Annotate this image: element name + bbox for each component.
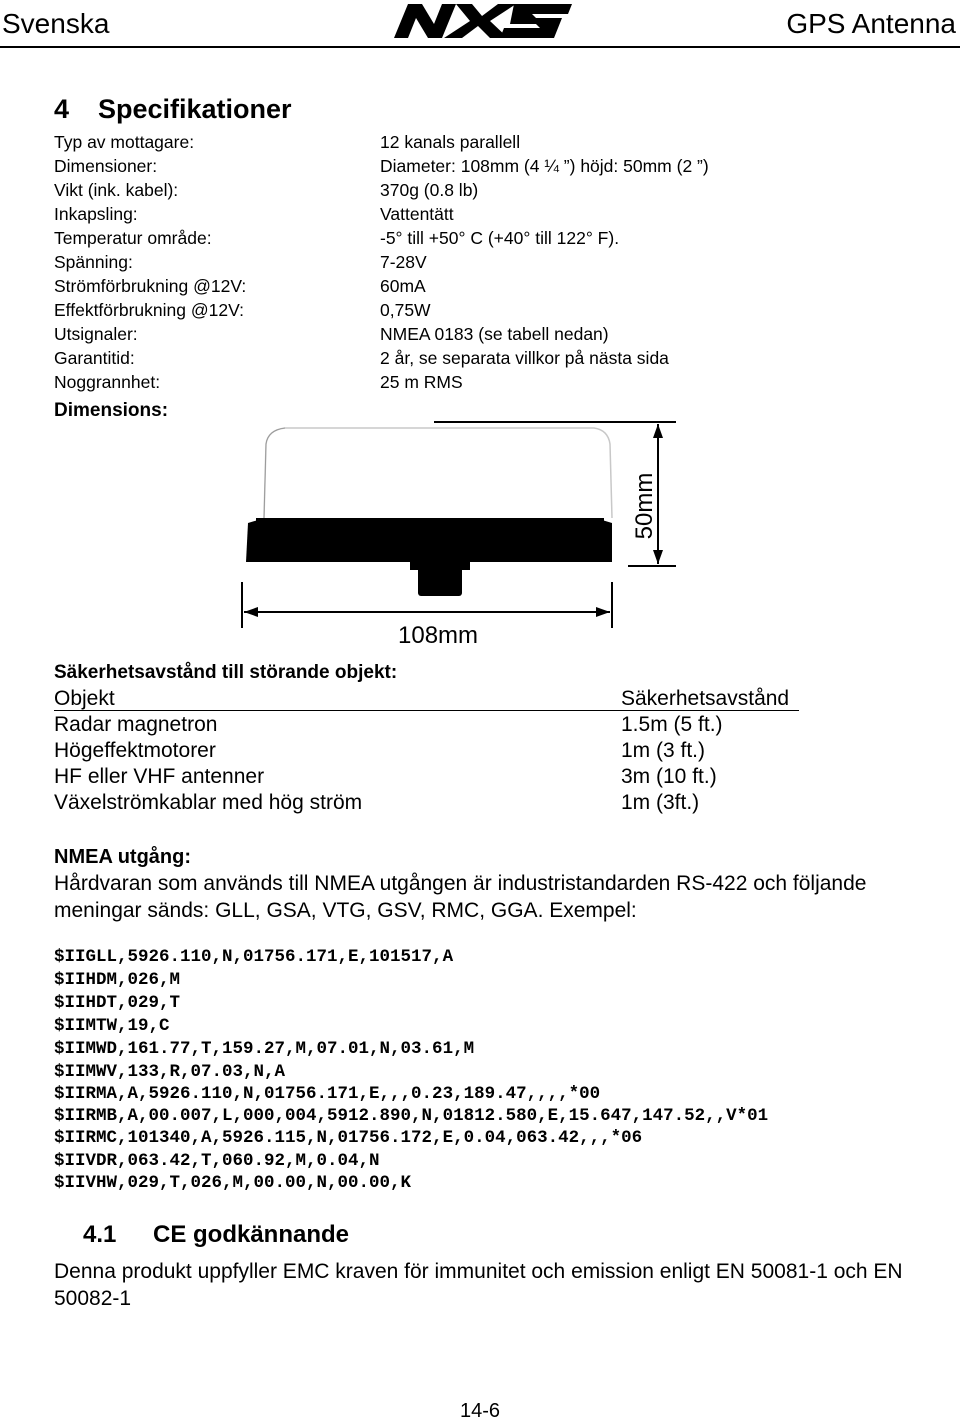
spec-row bbox=[54, 228, 914, 252]
page-number: 14-6 bbox=[459, 1400, 501, 1422]
ce-heading bbox=[83, 1221, 349, 1249]
nmea-sentence: $IIMTW,19,C bbox=[54, 1016, 170, 1036]
header-divider bbox=[0, 46, 960, 48]
spec-row bbox=[54, 276, 914, 300]
spec-row bbox=[54, 132, 914, 156]
nmea-sentence: $IIGLL,5926.110,N,01756.171,E,101517,A bbox=[54, 947, 454, 967]
nmea-heading: NMEA utgång: bbox=[54, 846, 192, 868]
spec-row bbox=[54, 180, 914, 204]
ce-section-title: CE godkännande bbox=[153, 1221, 350, 1248]
dimensions-heading: Dimensions: bbox=[54, 400, 169, 421]
spec-value: Vattentätt bbox=[380, 204, 454, 224]
nmea-description: Hårdvaran som används till NMEA utgången är industristandarden RS-422 och följande meningar sänds: GLL, GSA, VTG, GSV, RMC, GGA. Exempel: bbox=[54, 872, 867, 922]
nmea-sentence: $IIHDT,029,T bbox=[54, 993, 181, 1013]
spec-value: 12 kanals parallell bbox=[380, 132, 521, 152]
spec-value: 7-28V bbox=[380, 252, 427, 272]
nmea-sentence: $IIRMA,A,5926.110,N,01756.171,E,,,0.23,189.47,,,,*00 bbox=[54, 1084, 601, 1104]
table-cell: 1m (3ft.) bbox=[621, 791, 700, 814]
spec-label: Noggrannhet: bbox=[54, 372, 161, 392]
spec-row bbox=[54, 348, 914, 372]
spec-row bbox=[54, 156, 914, 180]
table-cell: Växelströmkablar med hög ström bbox=[54, 791, 363, 814]
nmea-sentence: $IIRMB,A,00.007,L,000,004,5912.890,N,01812.580,E,15.647,147.52,,V*01 bbox=[54, 1106, 769, 1126]
header-product: GPS Antenna bbox=[786, 8, 956, 39]
table-divider bbox=[54, 710, 799, 711]
spec-label: Typ av mottagare: bbox=[54, 132, 195, 152]
spec-value: -5° till +50° C (+40° till 122° F). bbox=[380, 228, 620, 248]
section-number: 4 bbox=[54, 94, 70, 124]
spec-label: Effektförbrukning @12V: bbox=[54, 300, 244, 320]
ce-section-number: 4.1 bbox=[83, 1221, 117, 1248]
spec-label: Vikt (ink. kabel): bbox=[54, 180, 179, 200]
table-cell: Högeffektmotorer bbox=[54, 739, 216, 762]
spec-value: 2 år, se separata villkor på nästa sida bbox=[380, 348, 669, 368]
spec-label: Dimensioner: bbox=[54, 156, 158, 176]
spec-label: Strömförbrukning @12V: bbox=[54, 276, 247, 296]
spec-row bbox=[54, 252, 914, 276]
spec-label: Utsignaler: bbox=[54, 324, 138, 344]
spec-value: 0,75W bbox=[380, 300, 431, 320]
nmea-sentence: $IIRMC,101340,A,5926.115,N,01756.172,E,0.04,063.42,,,*06 bbox=[54, 1128, 643, 1148]
table-cell: HF eller VHF antenner bbox=[54, 765, 265, 788]
table-cell: 1m (3 ft.) bbox=[621, 739, 706, 762]
safety-heading: Säkerhetsavstånd till störande objekt: bbox=[54, 662, 398, 683]
spec-value: 25 m RMS bbox=[380, 372, 463, 392]
ce-text: Denna produkt uppfyller EMC kraven för immunitet och emission enligt EN 50081-1 och EN 50082-1 bbox=[54, 1260, 903, 1310]
table-cell: 1.5m (5 ft.) bbox=[621, 713, 723, 736]
section-heading bbox=[54, 94, 292, 125]
spec-value: 60mA bbox=[380, 276, 426, 296]
spec-row bbox=[54, 372, 914, 396]
width-dimension-label: 108mm bbox=[398, 622, 479, 649]
spec-value: 370g (0.8 lb) bbox=[380, 180, 479, 200]
spec-label: Temperatur område: bbox=[54, 228, 212, 248]
height-dimension-label: 50mm bbox=[631, 472, 658, 540]
table-cell: 3m (10 ft.) bbox=[621, 765, 717, 788]
spec-row bbox=[54, 324, 914, 348]
spec-value: NMEA 0183 (se tabell nedan) bbox=[380, 324, 609, 344]
nmea-sentence: $IIMWD,161.77,T,159.27,M,07.01,N,03.61,M bbox=[54, 1039, 475, 1059]
header-language: Svenska bbox=[2, 8, 110, 39]
nmea-sentence: $IIVDR,063.42,T,060.92,M,0.04,N bbox=[54, 1151, 380, 1171]
table-cell: Radar magnetron bbox=[54, 713, 218, 736]
section-title: Specifikationer bbox=[98, 94, 292, 124]
antenna-dimension-drawing bbox=[0, 400, 960, 660]
column-header-distance: Säkerhetsavstånd bbox=[621, 687, 790, 710]
spec-row bbox=[54, 204, 914, 228]
nmea-sentence: $IIMWV,133,R,07.03,N,A bbox=[54, 1062, 286, 1082]
spec-value: Diameter: 108mm (4 ¼ ”) höjd: 50mm (2 ”) bbox=[380, 156, 709, 176]
column-header-object: Objekt bbox=[54, 687, 115, 710]
nmea-sentence: $IIHDM,026,M bbox=[54, 970, 181, 990]
nx2-logo bbox=[386, 0, 576, 42]
spec-label: Inkapsling: bbox=[54, 204, 138, 224]
spec-label: Spänning: bbox=[54, 252, 133, 272]
nmea-sentence: $IIVHW,029,T,026,M,00.00,N,00.00,K bbox=[54, 1173, 412, 1193]
spec-row bbox=[54, 300, 914, 324]
spec-label: Garantitid: bbox=[54, 348, 135, 368]
